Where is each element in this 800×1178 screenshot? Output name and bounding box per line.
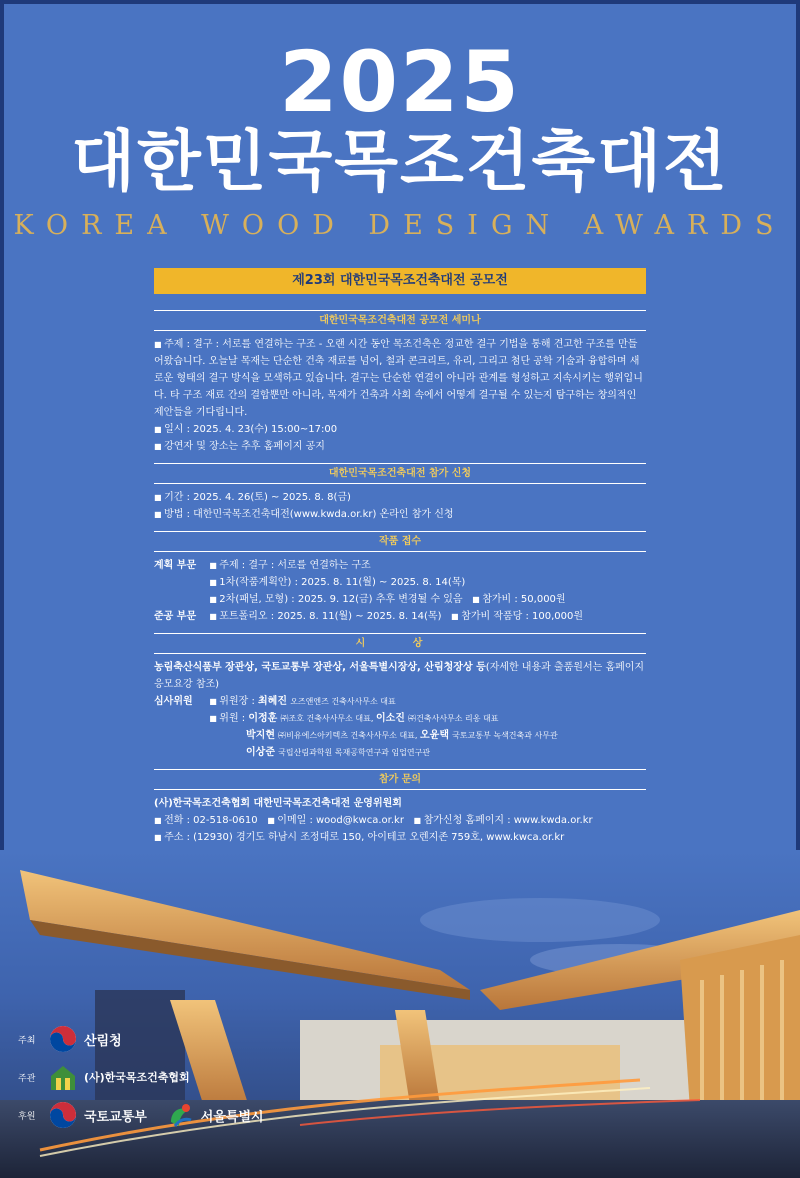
contact-line1 [154,812,646,829]
jury-members-row1 [154,710,646,727]
korea-forest-service-logo-icon [48,1024,78,1054]
contact-phone: ■ 전화 : 02-518-0610 [154,815,258,826]
registration-heading: 대한민국목조건축대전 참가 신청 [154,463,646,484]
awards-prizes-note: (자세한 내용과 출품원서는 홈페이지 응모요강 참조) [154,662,645,690]
plan-round2: ■ 2차(패널, 모형) : 2025. 9. 12(금) 추후 변경될 수 있음 [209,594,462,605]
plan-fee: ■ 참가비 : 50,000원 [472,594,565,605]
contact-email: ■ 이메일 : wood@kwca.or.kr [267,815,404,826]
jury-chair-name: 최혜진 [258,696,287,707]
jury-members-row3 [154,744,646,761]
organizer-name: (사)한국목조건축협회 [84,1071,190,1084]
contact-homepage: ■ 참가신청 홈페이지 : www.kwda.or.kr [413,815,592,826]
built-fee: ■ 참가비 작품당 : 100,000원 [451,611,583,622]
jury-member-1-name: 이정훈 [248,713,278,724]
jury-members-row2 [154,727,646,744]
jury-member-4-org: 국토교통부 녹색건축과 사무관 [452,731,558,740]
plan-category-label: 계획 부문 [154,560,197,571]
host-row [18,1020,282,1058]
awards-prizes-list: 농림축산식품부 장관상, 국토교통부 장관상, 서울특별시장상, 산림청장상 등 [154,662,486,673]
built-category-label: 준공 부문 [154,611,197,622]
host-name: 산림청 [84,1033,122,1049]
contact-org: (사)한국목조건축협회 대한민국목조건축대전 운영위원회 [154,798,402,809]
jury-member-5-org: 국립산림과학원 목재공학연구과 임업연구관 [278,748,431,757]
jury-member-5-name: 이상준 [246,747,275,758]
jury-chair-prefix: ■ 위원장 : [209,696,258,707]
support-2-name: 서울특별시 [200,1109,264,1125]
jury-member-3-org: ㈜비유에스아키텍츠 건축사사무소 대표, [278,731,420,740]
awards-heading: 시 상 [154,633,646,654]
molit-logo-icon [48,1100,78,1130]
jury-member-4-name: 오윤택 [420,730,449,741]
registration-period: ■ 기간 : 2025. 4. 26(토) ~ 2025. 8. 8(금) [154,489,646,506]
jury-label: 심사위원 [154,696,193,707]
jury-chair-org: 오즈앤엔즈 건축사사무소 대표 [290,697,396,706]
jury-member-3-name: 박지현 [246,730,275,741]
plan-theme-row [154,557,646,574]
jury-members-prefix: ■ 위원 : [209,713,248,724]
support-row [18,1096,282,1134]
poster-title: 대한민국목조건축대전 [71,123,729,200]
sponsors-block [18,1020,282,1134]
seminar-theme-text: 결구 : 서로를 연결하는 구조 - 오랜 시간 동안 목조건축은 정교한 결구 기법을 통해 견고한 구조를 만들어왔습니다. 오늘날 목재는 단순한 건축 재료를 넘어, 철과 콘크리트, 유리, 그리고 첨단 공학 기술과 융합하며 새로운 형태의 결구 방식을 모색하고 있습니다. 결구는 단순한 연결이 아니라 관계를 형성하고 지속시키는 행위입니다. 타 구조 재료 간의 결합뿐만 아니라, 목재가 건축과 사회 속에서 어떻게 결구될 수 있는지 탐구하는 창의적인 제안들을 기다립니다. [154,339,643,418]
poster-subtitle: KOREA WOOD DESIGN AWARDS [13,210,787,241]
poster-content [154,310,646,846]
plan-round1-row [154,574,646,591]
jury-member-2-name: 이소진 [375,713,405,724]
competition-banner: 제23회 대한민국목조건축대전 공모전 [154,268,646,294]
seminar-date: ■ 일시 : 2025. 4. 23(수) 15:00~17:00 [154,421,646,438]
contact-address: ■ 주소 : (12930) 경기도 하남시 조정대로 150, 아이테코 오렌지존 759호, www.kwca.or.kr [154,829,646,846]
built-row [154,608,646,625]
contact-heading: 참가 문의 [154,769,646,790]
organizer-label: 주관 [18,1073,36,1084]
registration-method: ■ 방법 : 대한민국목조건축대전(www.kwda.or.kr) 온라인 참가 신청 [154,506,646,523]
seminar-theme-label: ■ 주제 : [154,339,190,350]
seoul-city-logo-icon [165,1100,195,1130]
seminar-venue: ■ 강연자 및 장소는 추후 홈페이지 공지 [154,438,646,455]
built-portfolio: ■ 포트폴리오 : 2025. 8. 11(월) ~ 2025. 8. 14(목) [209,611,441,622]
organizer-row [18,1058,282,1096]
plan-round2-row [154,591,646,608]
plan-theme: ■ 주제 : 결구 : 서로를 연결하는 구조 [209,560,371,571]
host-label: 주최 [18,1035,36,1046]
jury-member-1-org: ㈜조호 건축사사무소 대표, [280,714,376,723]
jury-member-2-org: ㈜건축사사무소 리옹 대표 [408,714,499,723]
support-label: 후원 [18,1111,36,1122]
kwca-house-logo-icon [48,1062,78,1092]
awards-prizes [154,659,646,693]
submission-heading: 작품 접수 [154,531,646,552]
seminar-theme [154,336,646,421]
support-1-name: 국토교통부 [84,1109,147,1125]
jury-chair-row [154,693,646,710]
poster-year: 2025 [279,33,521,131]
plan-round1: ■ 1차(작품계획안) : 2025. 8. 11(월) ~ 2025. 8. 14(목) [209,577,465,588]
seminar-heading: 대한민국목조건축대전 공모전 세미나 [154,310,646,331]
